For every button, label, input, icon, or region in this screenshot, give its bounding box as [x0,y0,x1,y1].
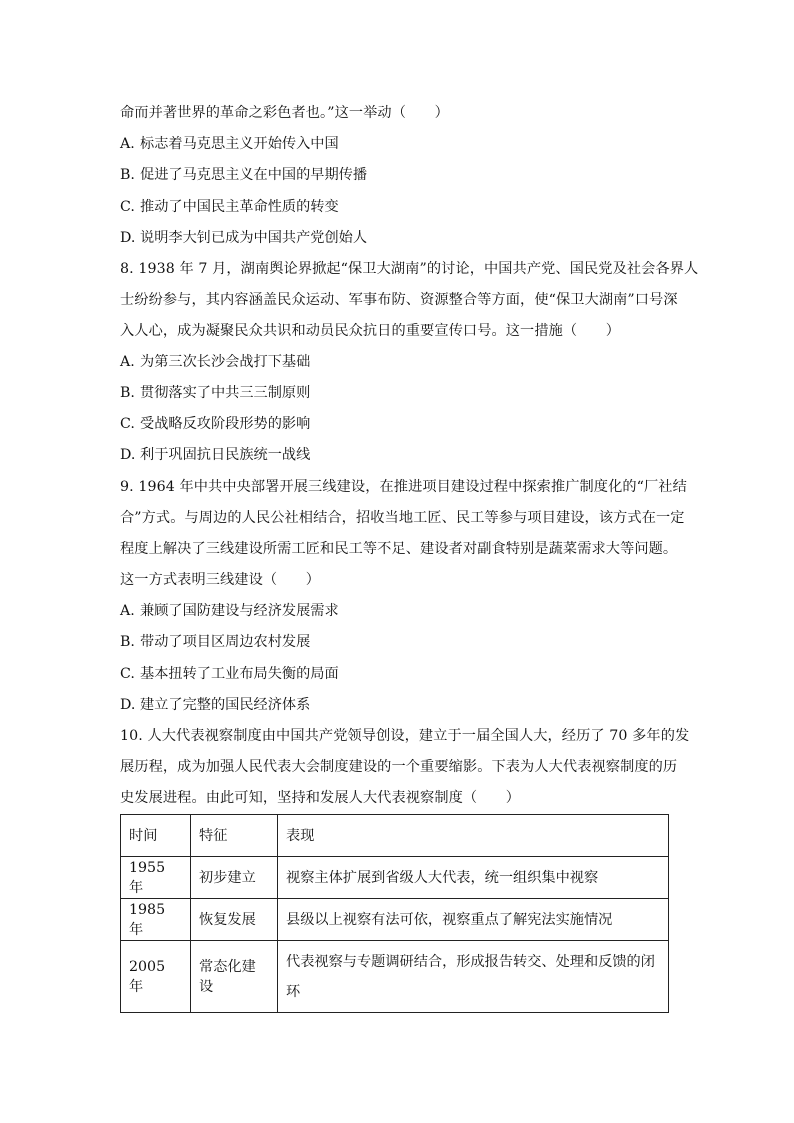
option-letter: B. [120,167,135,183]
option-text: 基本扭转了工业布局失衡的局面 [140,666,339,682]
option-letter: C. [120,199,135,215]
header-cell-performance: 表现 [278,815,669,857]
q7-option-b[interactable] [120,165,367,185]
q8-stem-line-2: 士纷纷参与，其内容涵盖民众运动、军事布防、资源整合等方面，使“保卫大湖南”口号深 [120,292,678,308]
table-cell-feature: 初步建立 [191,857,278,899]
q9-stem-line-2: 合”方式。与周边的人民公社相结合，招收当地工匠、民工等参与项目建设，该方式在一定 [120,510,685,526]
q9-stem-line-4: 这一方式表明三线建设（ ） [120,572,321,588]
q7-stem-tail: 命而并著世界的革命之彩色者也。”这一举动（ ） [120,105,449,121]
q10-stem-line-2: 展历程，成为加强人民代表大会制度建设的一个重要缩影。下表为人大代表视察制度的历 [120,759,678,775]
header-cell-time: 时间 [121,815,191,857]
option-letter: D. [120,697,136,713]
q9-option-a[interactable] [120,601,339,621]
q9-option-b[interactable] [120,632,310,652]
option-text: 为第三次长沙会战打下基础 [140,354,311,370]
option-letter: B. [120,385,135,401]
table-cell-performance: 代表视察与专题调研结合，形成报告转交、处理和反馈的闭环 [278,941,669,1013]
option-letter: D. [120,230,136,246]
option-letter: A. [120,354,135,370]
table-cell-feature: 常态化建设 [191,941,278,1013]
option-letter: D. [120,447,136,463]
option-text: 贯彻落实了中共三三制原则 [140,385,311,401]
q10-stem-line-3: 史发展进程。由此可知，坚持和发展人大代表视察制度（ ） [120,790,521,806]
q8-option-a[interactable] [120,352,310,372]
option-text: 兼顾了国防建设与经济发展需求 [140,603,339,619]
q10-stem-line-1: 10. 人大代表视察制度由中国共产党领导创设，建立于一届全国人大，经历了 70 多年的发 [120,728,690,744]
q8-option-b[interactable] [120,383,310,403]
table-cell-performance: 县级以上视察有法可依，视察重点了解宪法实施情况 [278,899,669,941]
table-cell-time: 2005 年 [121,941,191,1013]
option-letter: B. [120,634,135,650]
table-header-row [121,815,669,857]
table-row [121,941,669,1013]
q8-option-d[interactable] [120,445,310,465]
option-letter: A. [120,603,135,619]
option-text: 标志着马克思主义开始传入中国 [140,136,339,152]
table-row [121,899,669,941]
q9-option-d[interactable] [120,695,310,715]
option-text: 建立了完整的国民经济体系 [140,697,311,713]
option-text: 利于巩固抗日民族统一战线 [140,447,311,463]
table-cell-time: 1985 年 [121,899,191,941]
header-cell-feature: 特征 [191,815,278,857]
option-text: 带动了项目区周边农村发展 [140,634,311,650]
option-letter: C. [120,416,135,432]
q7-option-d[interactable] [120,228,367,248]
q9-option-c[interactable] [120,664,339,684]
q8-stem-line-3: 入人心，成为凝聚民众共识和动员民众抗日的重要宣传口号。这一措施（ ） [120,323,621,339]
q9-stem-line-1: 9. 1964 年中共中央部署开展三线建设，在推进项目建设过程中探索推广制度化的“厂社结 [120,479,687,495]
option-letter: C. [120,666,135,682]
table-row [121,857,669,899]
inspection-system-table [120,814,669,1013]
q8-option-c[interactable] [120,414,310,434]
table-cell-feature: 恢复发展 [191,899,278,941]
q7-option-a[interactable] [120,134,339,154]
option-text: 促进了马克思主义在中国的早期传播 [140,167,368,183]
table-cell-time: 1955 年 [121,857,191,899]
option-text: 受战略反攻阶段形势的影响 [140,416,311,432]
q7-option-c[interactable] [120,197,339,217]
table-cell-performance: 视察主体扩展到省级人大代表，统一组织集中视察 [278,857,669,899]
option-letter: A. [120,136,135,152]
option-text: 说明李大钊已成为中国共产党创始人 [140,230,368,246]
q8-stem-line-1: 8. 1938 年 7 月，湖南舆论界掀起“保卫大湖南”的讨论，中国共产党、国民党及社会各界人 [120,261,699,277]
option-text: 推动了中国民主革命性质的转变 [140,199,339,215]
q9-stem-line-3: 程度上解决了三线建设所需工匠和民工等不足、建设者对副食特别是蔬菜需求大等问题。 [120,541,678,557]
